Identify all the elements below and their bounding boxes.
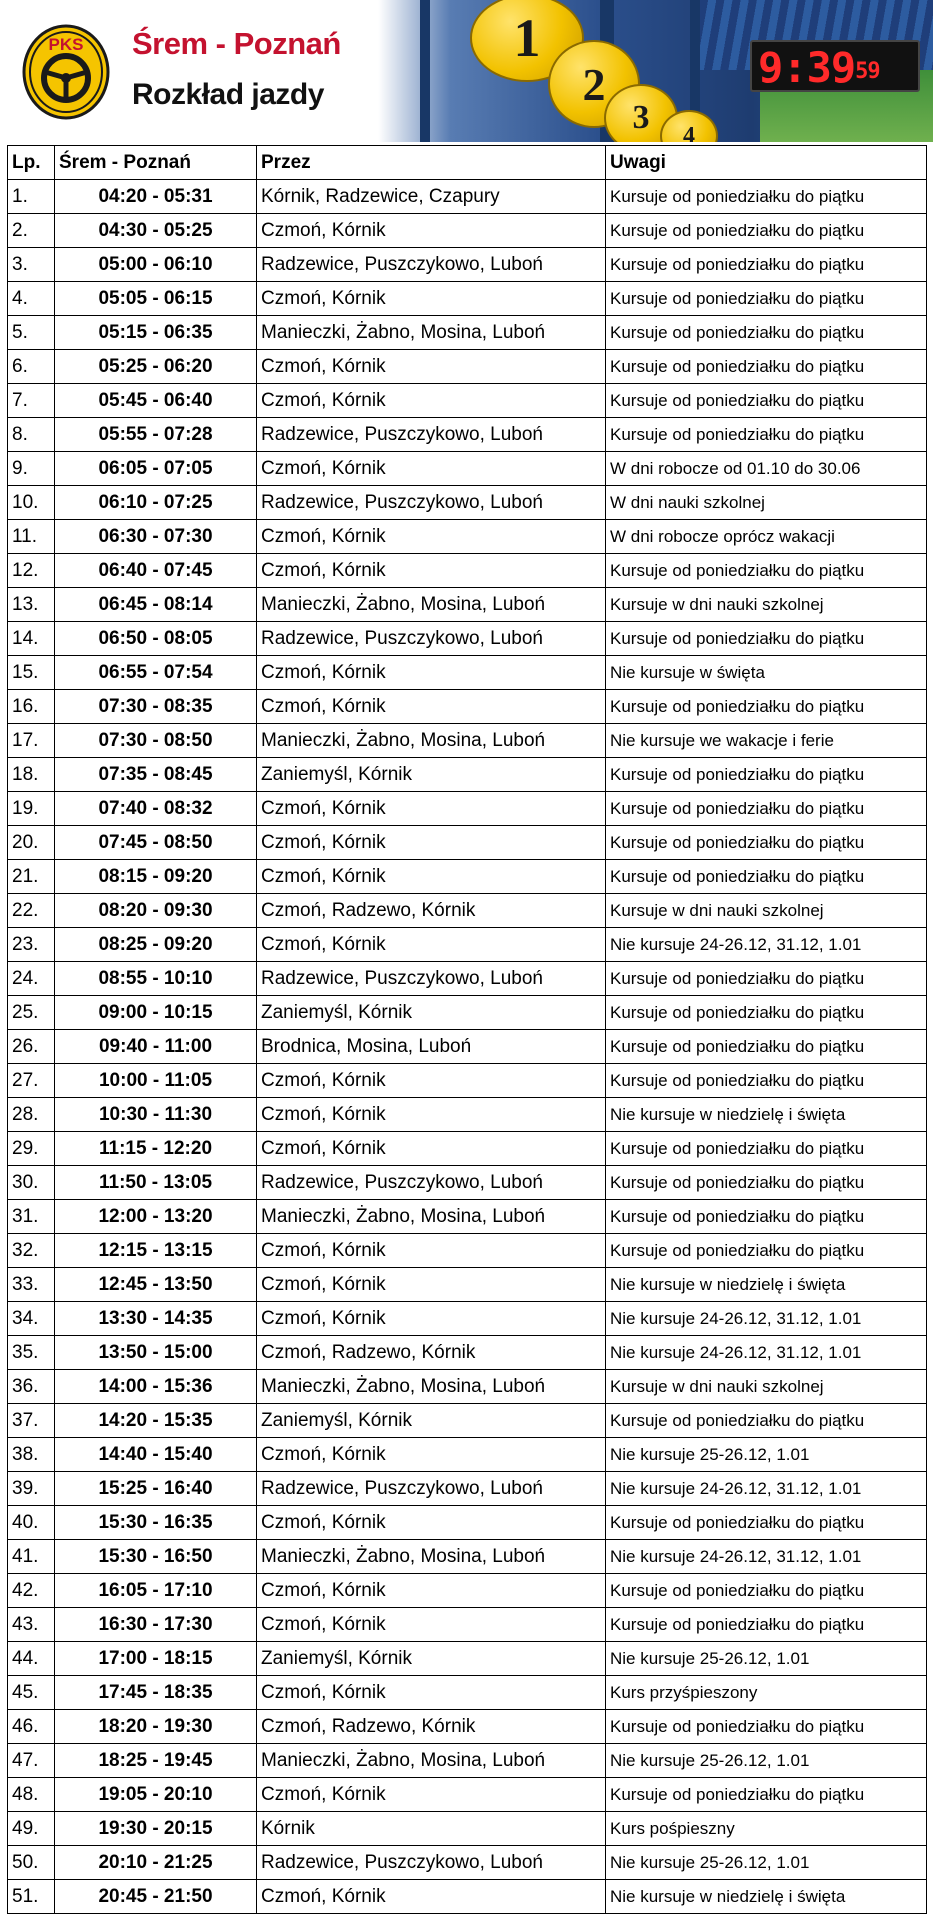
route-via: Czmoń, Kórnik: [257, 1676, 606, 1710]
departure-arrival-time: 07:30 - 08:35: [55, 690, 257, 724]
table-row: [8, 1574, 927, 1608]
table-row: [8, 860, 927, 894]
route-via: Czmoń, Kórnik: [257, 1268, 606, 1302]
route-notes: Kursuje od poniedziałku do piątku: [606, 758, 927, 792]
departure-arrival-time: 14:20 - 15:35: [55, 1404, 257, 1438]
pillar: [420, 0, 430, 142]
route-notes: Nie kursuje 25-26.12, 1.01: [606, 1438, 927, 1472]
route-notes: Kursuje od poniedziałku do piątku: [606, 418, 927, 452]
pks-logo-icon: [22, 20, 110, 120]
route-notes: Kursuje od poniedziałku do piątku: [606, 622, 927, 656]
departure-arrival-time: 13:30 - 14:35: [55, 1302, 257, 1336]
table-row: [8, 1812, 927, 1846]
column-header-time: Śrem - Poznań: [55, 146, 257, 180]
departure-arrival-time: 06:05 - 07:05: [55, 452, 257, 486]
route-notes: Kursuje od poniedziałku do piątku: [606, 384, 927, 418]
departure-arrival-time: 14:00 - 15:36: [55, 1370, 257, 1404]
route-via: Czmoń, Kórnik: [257, 1608, 606, 1642]
route-via: Radzewice, Puszczykowo, Luboń: [257, 418, 606, 452]
departure-arrival-time: 06:55 - 07:54: [55, 656, 257, 690]
table-row: [8, 1030, 927, 1064]
departure-arrival-time: 05:25 - 06:20: [55, 350, 257, 384]
row-number: 12.: [8, 554, 55, 588]
row-number: 31.: [8, 1200, 55, 1234]
row-number: 39.: [8, 1472, 55, 1506]
row-number: 18.: [8, 758, 55, 792]
timetable-body: [8, 180, 927, 1914]
departure-arrival-time: 05:55 - 07:28: [55, 418, 257, 452]
route-notes: Kursuje od poniedziałku do piątku: [606, 1778, 927, 1812]
route-notes: Nie kursuje 24-26.12, 31.12, 1.01: [606, 1336, 927, 1370]
route-notes: W dni robocze oprócz wakacji: [606, 520, 927, 554]
route-notes: Kursuje od poniedziałku do piątku: [606, 1064, 927, 1098]
route-via: Kórnik: [257, 1812, 606, 1846]
table-row: [8, 452, 927, 486]
table-row: [8, 520, 927, 554]
row-number: 9.: [8, 452, 55, 486]
row-number: 36.: [8, 1370, 55, 1404]
departure-arrival-time: 10:00 - 11:05: [55, 1064, 257, 1098]
table-row: [8, 894, 927, 928]
route-via: Manieczki, Żabno, Mosina, Luboń: [257, 1540, 606, 1574]
route-notes: Nie kursuje 25-26.12, 1.01: [606, 1744, 927, 1778]
route-via: Czmoń, Radzewo, Kórnik: [257, 1336, 606, 1370]
departure-arrival-time: 06:30 - 07:30: [55, 520, 257, 554]
table-row: [8, 1370, 927, 1404]
table-row: [8, 690, 927, 724]
route-via: Czmoń, Kórnik: [257, 690, 606, 724]
clock-seconds: 59: [855, 59, 880, 84]
route-via: Zaniemyśl, Kórnik: [257, 996, 606, 1030]
table-row: [8, 1540, 927, 1574]
number-ball: 3: [604, 84, 678, 142]
row-number: 43.: [8, 1608, 55, 1642]
route-via: Radzewice, Puszczykowo, Luboń: [257, 1472, 606, 1506]
row-number: 51.: [8, 1880, 55, 1914]
route-notes: Kursuje od poniedziałku do piątku: [606, 962, 927, 996]
route-notes: Nie kursuje 24-26.12, 31.12, 1.01: [606, 928, 927, 962]
row-number: 26.: [8, 1030, 55, 1064]
departure-arrival-time: 18:25 - 19:45: [55, 1744, 257, 1778]
table-row: [8, 1744, 927, 1778]
table-row: [8, 486, 927, 520]
row-number: 48.: [8, 1778, 55, 1812]
departure-arrival-time: 18:20 - 19:30: [55, 1710, 257, 1744]
departure-arrival-time: 05:15 - 06:35: [55, 316, 257, 350]
route-via: Czmoń, Kórnik: [257, 1302, 606, 1336]
route-via: Czmoń, Kórnik: [257, 1506, 606, 1540]
route-via: Czmoń, Kórnik: [257, 1778, 606, 1812]
table-row: [8, 1608, 927, 1642]
route-notes: Kursuje od poniedziałku do piątku: [606, 1234, 927, 1268]
departure-arrival-time: 08:20 - 09:30: [55, 894, 257, 928]
route-via: Manieczki, Żabno, Mosina, Luboń: [257, 724, 606, 758]
table-row: [8, 214, 927, 248]
row-number: 35.: [8, 1336, 55, 1370]
table-row: [8, 1642, 927, 1676]
number-ball: 1: [470, 0, 584, 82]
departure-arrival-time: 04:30 - 05:25: [55, 214, 257, 248]
table-row: [8, 962, 927, 996]
column-header-via: Przez: [257, 146, 606, 180]
row-number: 14.: [8, 622, 55, 656]
route-via: Brodnica, Mosina, Luboń: [257, 1030, 606, 1064]
route-via: Czmoń, Kórnik: [257, 214, 606, 248]
departure-arrival-time: 17:00 - 18:15: [55, 1642, 257, 1676]
table-row: [8, 1336, 927, 1370]
route-notes: Kursuje od poniedziałku do piątku: [606, 248, 927, 282]
table-row: [8, 1710, 927, 1744]
table-row: [8, 384, 927, 418]
route-notes: Nie kursuje we wakacje i ferie: [606, 724, 927, 758]
table-row: [8, 248, 927, 282]
route-notes: Kurs przyśpieszony: [606, 1676, 927, 1710]
table-row: [8, 1846, 927, 1880]
route-via: Czmoń, Kórnik: [257, 1438, 606, 1472]
table-row: [8, 792, 927, 826]
row-number: 32.: [8, 1234, 55, 1268]
table-row: [8, 1064, 927, 1098]
row-number: 44.: [8, 1642, 55, 1676]
route-via: Manieczki, Żabno, Mosina, Luboń: [257, 316, 606, 350]
table-row: [8, 1132, 927, 1166]
table-row: [8, 1676, 927, 1710]
route-via: Radzewice, Puszczykowo, Luboń: [257, 486, 606, 520]
table-row: [8, 418, 927, 452]
departure-arrival-time: 16:05 - 17:10: [55, 1574, 257, 1608]
route-notes: Nie kursuje 24-26.12, 31.12, 1.01: [606, 1540, 927, 1574]
table-row: [8, 724, 927, 758]
route-via: Radzewice, Puszczykowo, Luboń: [257, 1166, 606, 1200]
route-notes: Kursuje w dni nauki szkolnej: [606, 894, 927, 928]
row-number: 41.: [8, 1540, 55, 1574]
route-notes: Nie kursuje 24-26.12, 31.12, 1.01: [606, 1302, 927, 1336]
route-via: Czmoń, Kórnik: [257, 350, 606, 384]
route-notes: Kursuje od poniedziałku do piątku: [606, 1030, 927, 1064]
table-row: [8, 1778, 927, 1812]
table-row: [8, 1472, 927, 1506]
row-number: 25.: [8, 996, 55, 1030]
departure-arrival-time: 11:15 - 12:20: [55, 1132, 257, 1166]
route-notes: Nie kursuje w niedzielę i święta: [606, 1880, 927, 1914]
departure-arrival-time: 15:25 - 16:40: [55, 1472, 257, 1506]
route-via: Manieczki, Żabno, Mosina, Luboń: [257, 588, 606, 622]
route-notes: Kursuje od poniedziałku do piątku: [606, 350, 927, 384]
row-number: 42.: [8, 1574, 55, 1608]
table-row: [8, 316, 927, 350]
number-ball: 4: [660, 110, 718, 142]
route-via: Czmoń, Kórnik: [257, 554, 606, 588]
table-row: [8, 1404, 927, 1438]
route-notes: Kursuje od poniedziałku do piątku: [606, 214, 927, 248]
route-notes: Kursuje od poniedziałku do piątku: [606, 996, 927, 1030]
departure-arrival-time: 04:20 - 05:31: [55, 180, 257, 214]
departure-arrival-time: 06:50 - 08:05: [55, 622, 257, 656]
route-notes: Kursuje w dni nauki szkolnej: [606, 588, 927, 622]
table-row: [8, 1268, 927, 1302]
row-number: 30.: [8, 1166, 55, 1200]
route-via: Czmoń, Kórnik: [257, 860, 606, 894]
route-notes: Nie kursuje w święta: [606, 656, 927, 690]
departure-arrival-time: 16:30 - 17:30: [55, 1608, 257, 1642]
route-via: Czmoń, Kórnik: [257, 1880, 606, 1914]
departure-arrival-time: 15:30 - 16:35: [55, 1506, 257, 1540]
departure-arrival-time: 05:00 - 06:10: [55, 248, 257, 282]
departure-arrival-time: 12:15 - 13:15: [55, 1234, 257, 1268]
departure-arrival-time: 09:00 - 10:15: [55, 996, 257, 1030]
row-number: 46.: [8, 1710, 55, 1744]
route-notes: Kursuje od poniedziałku do piątku: [606, 1574, 927, 1608]
route-notes: Kursuje od poniedziałku do piątku: [606, 860, 927, 894]
departure-arrival-time: 12:00 - 13:20: [55, 1200, 257, 1234]
route-via: Czmoń, Kórnik: [257, 928, 606, 962]
route-via: Radzewice, Puszczykowo, Luboń: [257, 1846, 606, 1880]
row-number: 20.: [8, 826, 55, 860]
table-row: [8, 1200, 927, 1234]
row-number: 3.: [8, 248, 55, 282]
logo-text: PKS: [48, 35, 84, 54]
route-via: Czmoń, Kórnik: [257, 520, 606, 554]
table-row: [8, 554, 927, 588]
departure-arrival-time: 07:40 - 08:32: [55, 792, 257, 826]
row-number: 27.: [8, 1064, 55, 1098]
route-title: Śrem - Poznań: [132, 26, 341, 61]
row-number: 2.: [8, 214, 55, 248]
departure-arrival-time: 12:45 - 13:50: [55, 1268, 257, 1302]
departure-arrival-time: 05:05 - 06:15: [55, 282, 257, 316]
row-number: 24.: [8, 962, 55, 996]
row-number: 6.: [8, 350, 55, 384]
route-via: Czmoń, Kórnik: [257, 1064, 606, 1098]
route-notes: Kursuje od poniedziałku do piątku: [606, 1132, 927, 1166]
route-notes: Kursuje od poniedziałku do piątku: [606, 1608, 927, 1642]
route-via: Czmoń, Radzewo, Kórnik: [257, 1710, 606, 1744]
departure-arrival-time: 06:10 - 07:25: [55, 486, 257, 520]
route-notes: Kursuje od poniedziałku do piątku: [606, 316, 927, 350]
column-header-lp: Lp.: [8, 146, 55, 180]
clock-hours-minutes: 9:39: [758, 43, 856, 92]
row-number: 10.: [8, 486, 55, 520]
route-notes: Kursuje od poniedziałku do piątku: [606, 792, 927, 826]
route-via: Czmoń, Kórnik: [257, 282, 606, 316]
departure-arrival-time: 07:45 - 08:50: [55, 826, 257, 860]
route-via: Czmoń, Kórnik: [257, 656, 606, 690]
route-via: Manieczki, Żabno, Mosina, Luboń: [257, 1200, 606, 1234]
route-via: Kórnik, Radzewice, Czapury: [257, 180, 606, 214]
row-number: 8.: [8, 418, 55, 452]
route-notes: Nie kursuje 25-26.12, 1.01: [606, 1846, 927, 1880]
route-notes: Kurs pośpieszny: [606, 1812, 927, 1846]
route-notes: Kursuje od poniedziałku do piątku: [606, 826, 927, 860]
route-notes: Nie kursuje w niedzielę i święta: [606, 1098, 927, 1132]
route-notes: Kursuje od poniedziałku do piątku: [606, 1166, 927, 1200]
table-row: [8, 758, 927, 792]
row-number: 38.: [8, 1438, 55, 1472]
timetable: [7, 145, 927, 1914]
row-number: 50.: [8, 1846, 55, 1880]
route-via: Czmoń, Kórnik: [257, 792, 606, 826]
number-ball: 2: [548, 40, 640, 128]
departure-arrival-time: 08:55 - 10:10: [55, 962, 257, 996]
route-notes: Nie kursuje 25-26.12, 1.01: [606, 1642, 927, 1676]
row-number: 7.: [8, 384, 55, 418]
route-via: Czmoń, Kórnik: [257, 1574, 606, 1608]
row-number: 22.: [8, 894, 55, 928]
row-number: 47.: [8, 1744, 55, 1778]
departure-arrival-time: 15:30 - 16:50: [55, 1540, 257, 1574]
route-notes: Nie kursuje 24-26.12, 31.12, 1.01: [606, 1472, 927, 1506]
table-row: [8, 996, 927, 1030]
row-number: 45.: [8, 1676, 55, 1710]
route-via: Manieczki, Żabno, Mosina, Luboń: [257, 1370, 606, 1404]
route-notes: Kursuje od poniedziałku do piątku: [606, 1710, 927, 1744]
table-row: [8, 622, 927, 656]
departure-arrival-time: 14:40 - 15:40: [55, 1438, 257, 1472]
digital-clock: [750, 40, 920, 92]
row-number: 1.: [8, 180, 55, 214]
departure-arrival-time: 07:30 - 08:50: [55, 724, 257, 758]
departure-arrival-time: 05:45 - 06:40: [55, 384, 257, 418]
row-number: 15.: [8, 656, 55, 690]
table-row: [8, 350, 927, 384]
departure-arrival-time: 06:45 - 08:14: [55, 588, 257, 622]
departure-arrival-time: 08:25 - 09:20: [55, 928, 257, 962]
route-via: Zaniemyśl, Kórnik: [257, 1642, 606, 1676]
route-notes: Nie kursuje w niedzielę i święta: [606, 1268, 927, 1302]
departure-arrival-time: 09:40 - 11:00: [55, 1030, 257, 1064]
table-row: [8, 1302, 927, 1336]
row-number: 17.: [8, 724, 55, 758]
row-number: 5.: [8, 316, 55, 350]
row-number: 11.: [8, 520, 55, 554]
table-row: [8, 928, 927, 962]
row-number: 19.: [8, 792, 55, 826]
row-number: 33.: [8, 1268, 55, 1302]
departure-arrival-time: 13:50 - 15:00: [55, 1336, 257, 1370]
page-header: [0, 0, 933, 142]
departure-arrival-time: 10:30 - 11:30: [55, 1098, 257, 1132]
row-number: 34.: [8, 1302, 55, 1336]
departure-arrival-time: 17:45 - 18:35: [55, 1676, 257, 1710]
departure-arrival-time: 11:50 - 13:05: [55, 1166, 257, 1200]
route-via: Radzewice, Puszczykowo, Luboń: [257, 622, 606, 656]
route-via: Radzewice, Puszczykowo, Luboń: [257, 962, 606, 996]
route-notes: Kursuje od poniedziałku do piątku: [606, 690, 927, 724]
table-row: [8, 1098, 927, 1132]
departure-arrival-time: 20:45 - 21:50: [55, 1880, 257, 1914]
table-row: [8, 282, 927, 316]
table-header-row: [8, 146, 927, 180]
page-subtitle: Rozkład jazdy: [132, 78, 324, 111]
row-number: 16.: [8, 690, 55, 724]
route-notes: W dni nauki szkolnej: [606, 486, 927, 520]
row-number: 40.: [8, 1506, 55, 1540]
route-notes: Kursuje od poniedziałku do piątku: [606, 554, 927, 588]
row-number: 37.: [8, 1404, 55, 1438]
route-via: Zaniemyśl, Kórnik: [257, 1404, 606, 1438]
route-notes: W dni robocze od 01.10 do 30.06: [606, 452, 927, 486]
route-notes: Kursuje od poniedziałku do piątku: [606, 180, 927, 214]
table-row: [8, 1506, 927, 1540]
departure-arrival-time: 19:05 - 20:10: [55, 1778, 257, 1812]
table-row: [8, 656, 927, 690]
row-number: 21.: [8, 860, 55, 894]
row-number: 49.: [8, 1812, 55, 1846]
route-notes: Kursuje od poniedziałku do piątku: [606, 282, 927, 316]
table-row: [8, 826, 927, 860]
route-via: Czmoń, Kórnik: [257, 1234, 606, 1268]
table-row: [8, 588, 927, 622]
route-via: Zaniemyśl, Kórnik: [257, 758, 606, 792]
row-number: 28.: [8, 1098, 55, 1132]
route-notes: Kursuje od poniedziałku do piątku: [606, 1200, 927, 1234]
departure-arrival-time: 19:30 - 20:15: [55, 1812, 257, 1846]
table-row: [8, 1880, 927, 1914]
table-row: [8, 1234, 927, 1268]
departure-arrival-time: 08:15 - 09:20: [55, 860, 257, 894]
route-via: Czmoń, Kórnik: [257, 452, 606, 486]
row-number: 29.: [8, 1132, 55, 1166]
row-number: 23.: [8, 928, 55, 962]
route-via: Czmoń, Radzewo, Kórnik: [257, 894, 606, 928]
route-via: Czmoń, Kórnik: [257, 826, 606, 860]
table-row: [8, 1438, 927, 1472]
departure-arrival-time: 06:40 - 07:45: [55, 554, 257, 588]
table-row: [8, 180, 927, 214]
route-notes: Kursuje od poniedziałku do piątku: [606, 1506, 927, 1540]
column-header-notes: Uwagi: [606, 146, 927, 180]
route-notes: Kursuje w dni nauki szkolnej: [606, 1370, 927, 1404]
route-via: Manieczki, Żabno, Mosina, Luboń: [257, 1744, 606, 1778]
route-notes: Kursuje od poniedziałku do piątku: [606, 1404, 927, 1438]
departure-arrival-time: 07:35 - 08:45: [55, 758, 257, 792]
departure-arrival-time: 20:10 - 21:25: [55, 1846, 257, 1880]
table-row: [8, 1166, 927, 1200]
row-number: 13.: [8, 588, 55, 622]
route-via: Czmoń, Kórnik: [257, 384, 606, 418]
route-via: Czmoń, Kórnik: [257, 1098, 606, 1132]
route-via: Czmoń, Kórnik: [257, 1132, 606, 1166]
row-number: 4.: [8, 282, 55, 316]
route-via: Radzewice, Puszczykowo, Luboń: [257, 248, 606, 282]
